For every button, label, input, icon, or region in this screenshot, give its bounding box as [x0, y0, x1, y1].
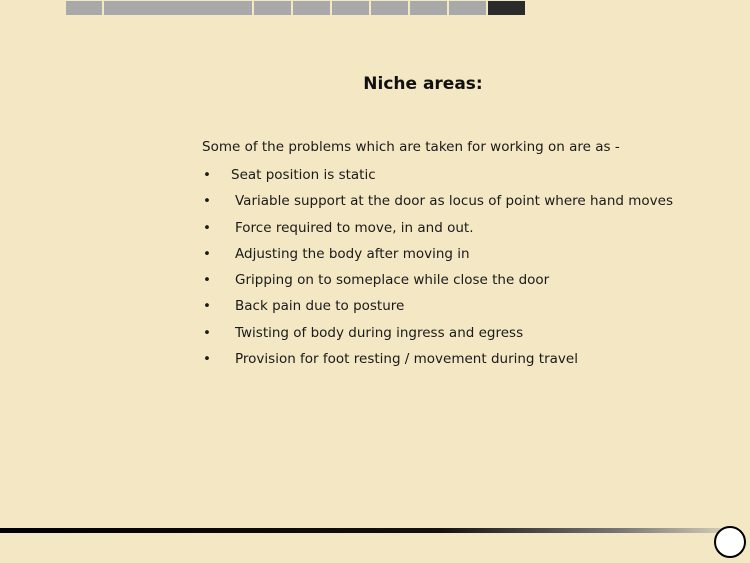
bullet-list [202, 165, 673, 375]
slide-title: Niche areas: [363, 74, 483, 94]
progress-segment-5[interactable] [332, 1, 369, 15]
progress-segment-2[interactable] [104, 1, 252, 15]
bullet-icon: • [203, 219, 211, 236]
progress-segment-3[interactable] [254, 1, 291, 15]
intro-text: Some of the problems which are taken for working on are as - [202, 139, 620, 155]
bullet-icon: • [203, 298, 211, 315]
progress-segment-4[interactable] [293, 1, 330, 15]
list-item-text: Provision for foot resting / movement during travel [235, 351, 578, 368]
list-item-text: Adjusting the body after moving in [235, 245, 470, 262]
circle-nav-button[interactable] [714, 526, 746, 558]
list-item-text: Twisting of body during ingress and egress [235, 324, 524, 341]
slide-progress-bar [66, 1, 525, 15]
list-item [202, 244, 673, 270]
list-item-text: Back pain due to posture [235, 298, 405, 315]
bullet-icon: • [203, 351, 211, 368]
list-item [202, 296, 673, 322]
list-item [202, 218, 673, 244]
list-item [202, 165, 673, 191]
list-item [202, 191, 673, 217]
progress-segment-6[interactable] [371, 1, 408, 15]
progress-segment-8[interactable] [449, 1, 486, 15]
footer-divider [0, 528, 730, 533]
bullet-icon: • [203, 272, 211, 289]
list-item [202, 349, 673, 375]
list-item-text: Variable support at the door as locus of point where hand moves [235, 193, 673, 210]
bullet-icon: • [203, 245, 211, 262]
bullet-icon: • [203, 167, 211, 183]
progress-segment-1[interactable] [66, 1, 102, 15]
list-item-text: Seat position is static [231, 167, 376, 183]
list-item [202, 323, 673, 349]
list-item [202, 270, 673, 296]
progress-segment-7[interactable] [410, 1, 447, 15]
list-item-text: Force required to move, in and out. [235, 219, 474, 236]
list-item-text: Gripping on to someplace while close the door [235, 272, 550, 289]
progress-segment-9-current[interactable] [488, 1, 525, 15]
bullet-icon: • [203, 324, 211, 341]
bullet-icon: • [203, 193, 211, 210]
